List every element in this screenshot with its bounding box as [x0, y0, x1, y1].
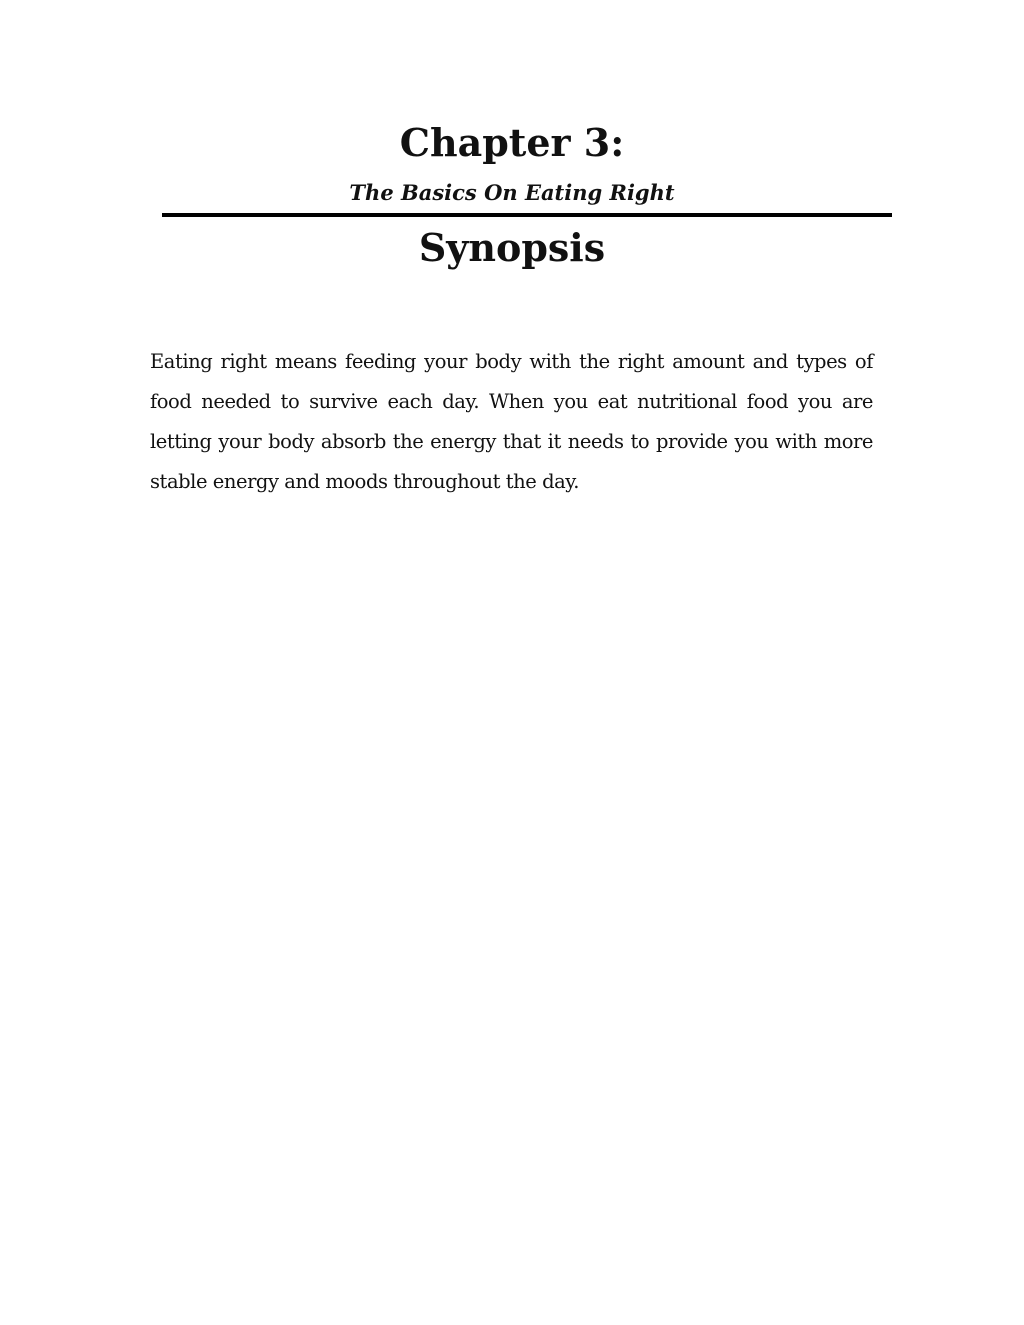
- chapter-subtitle: The Basics On Eating Right: [349, 180, 675, 205]
- horizontal-divider: [162, 213, 892, 217]
- chapter-title: Chapter 3:: [399, 120, 625, 165]
- synopsis-paragraph: Eating right means feeding your body with the right amount and types of food needed to survive each day. When you eat nutritional food you are letting your body absorb the energy that it needs to provide you with more stable energy and moods throughout the day.: [150, 350, 873, 493]
- section-heading: Synopsis: [418, 225, 606, 270]
